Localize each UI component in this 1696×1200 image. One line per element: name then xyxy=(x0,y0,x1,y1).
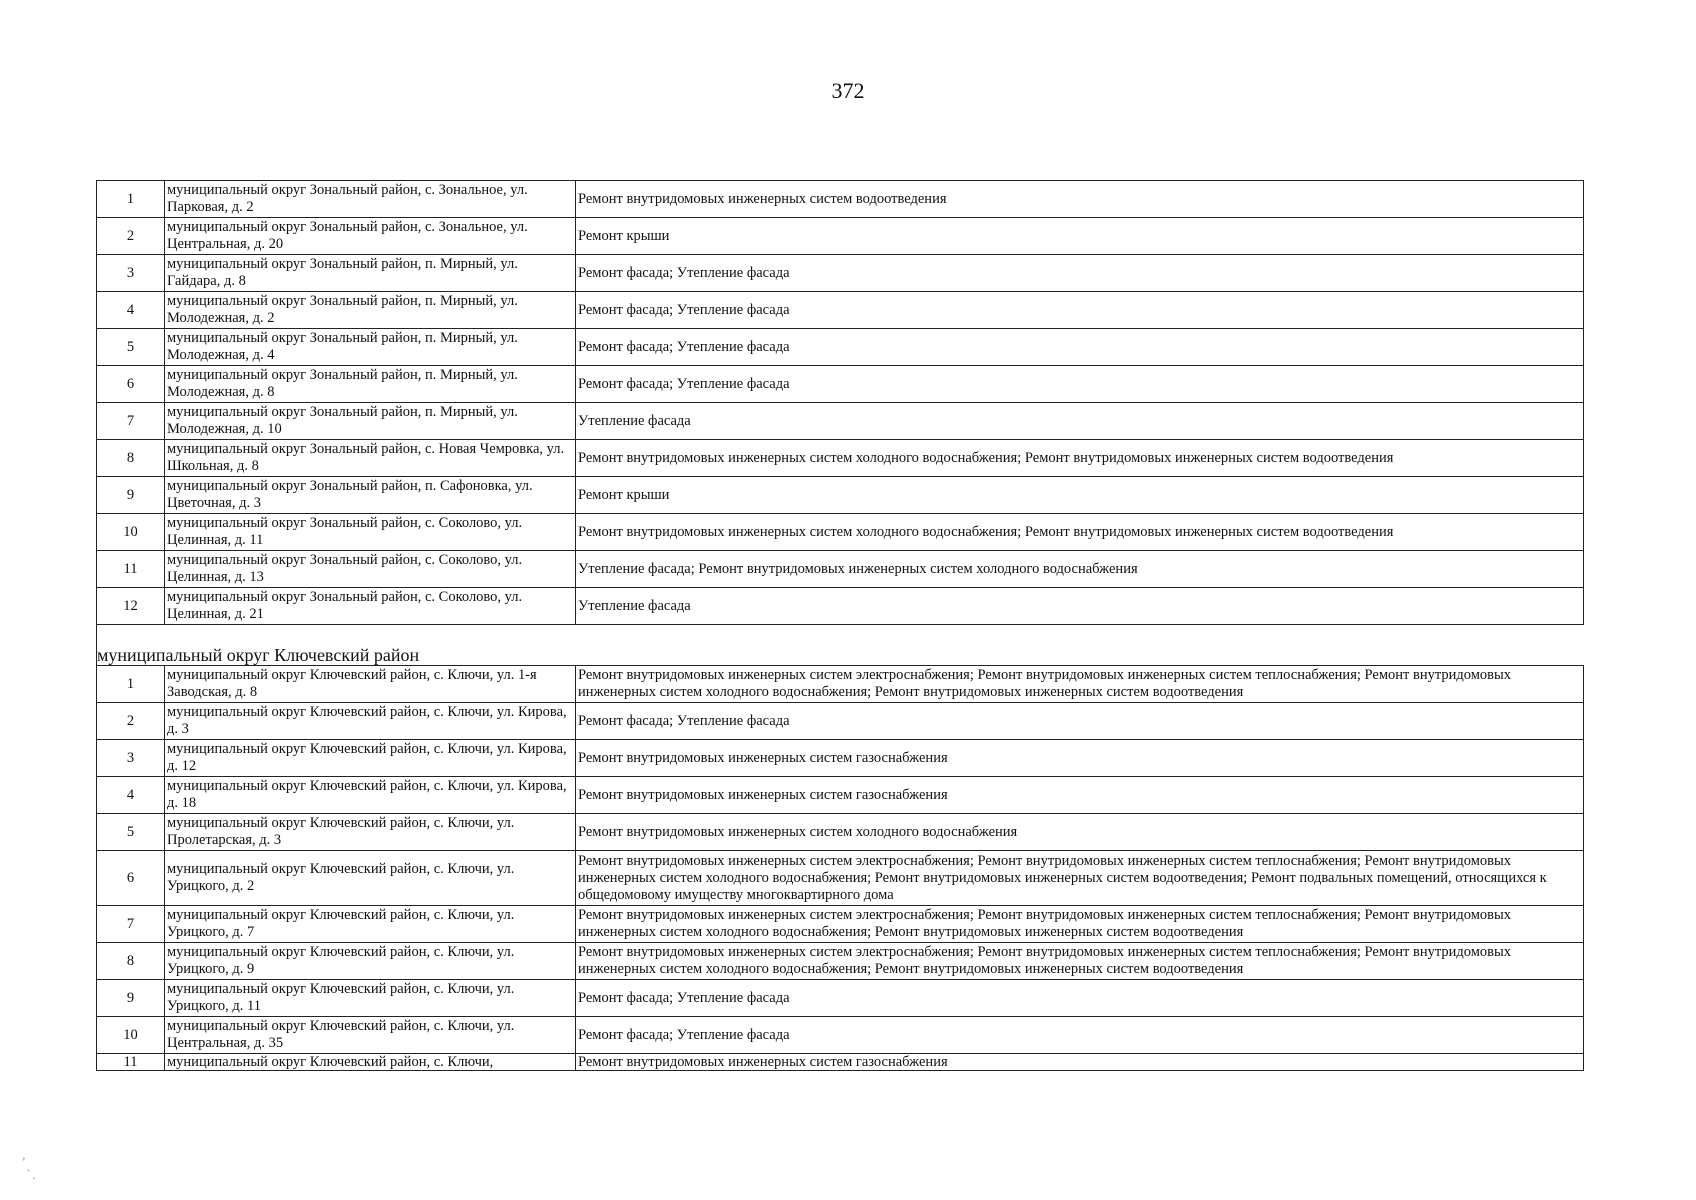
row-address: муниципальный округ Зональный район, п. Сафоновка, ул. Цветочная, д. 3 xyxy=(165,477,576,514)
row-work-types: Ремонт внутридомовых инженерных систем электроснабжения; Ремонт внутридомовых инженерных систем теплоснабжения; Ремонт внутридомовых инженерных систем холодного водоснабжения; Ремонт внутридомовых инженерных систем водоотведения xyxy=(576,943,1584,980)
row-address: муниципальный округ Ключевский район, с. Ключи, ул. Центральная, д. 35 xyxy=(165,1017,576,1054)
row-address: муниципальный округ Ключевский район, с. Ключи, ул. Пролетарская, д. 3 xyxy=(165,814,576,851)
row-work-types: Ремонт фасада; Утепление фасада xyxy=(576,292,1584,329)
table-row xyxy=(97,440,1584,477)
table-row xyxy=(97,477,1584,514)
section-heading-row xyxy=(97,625,1584,666)
row-address: муниципальный округ Зональный район, п. Мирный, ул. Гайдара, д. 8 xyxy=(165,255,576,292)
row-number: 12 xyxy=(97,588,165,625)
table-row xyxy=(97,906,1584,943)
row-address: муниципальный округ Ключевский район, с. Ключи, ул. Урицкого, д. 9 xyxy=(165,943,576,980)
table-row xyxy=(97,1017,1584,1054)
row-work-types: Ремонт внутридомовых инженерных систем холодного водоснабжения xyxy=(576,814,1584,851)
table-row xyxy=(97,218,1584,255)
row-address: муниципальный округ Зональный район, с. Соколово, ул. Целинная, д. 11 xyxy=(165,514,576,551)
row-work-types: Ремонт фасада; Утепление фасада xyxy=(576,255,1584,292)
row-work-types: Ремонт внутридомовых инженерных систем газоснабжения xyxy=(576,740,1584,777)
table-row xyxy=(97,851,1584,906)
row-address: муниципальный округ Зональный район, с. Новая Чемровка, ул. Школьная, д. 8 xyxy=(165,440,576,477)
row-work-types: Ремонт внутридомовых инженерных систем газоснабжения xyxy=(576,1054,1584,1071)
row-work-types: Ремонт фасада; Утепление фасада xyxy=(576,329,1584,366)
row-number: 7 xyxy=(97,403,165,440)
row-work-types: Ремонт крыши xyxy=(576,477,1584,514)
row-number: 10 xyxy=(97,1017,165,1054)
table-row xyxy=(97,588,1584,625)
row-number: 9 xyxy=(97,477,165,514)
row-number: 5 xyxy=(97,329,165,366)
row-work-types: Ремонт внутридомовых инженерных систем электроснабжения; Ремонт внутридомовых инженерных систем теплоснабжения; Ремонт внутридомовых инженерных систем холодного водоснабжения; Ремонт внутридомовых инженерных систем водоотведения xyxy=(576,906,1584,943)
row-number: 8 xyxy=(97,440,165,477)
scan-artifact: , xyxy=(22,1148,26,1162)
row-address: муниципальный округ Ключевский район, с. Ключи, ул. Урицкого, д. 7 xyxy=(165,906,576,943)
row-address: муниципальный округ Зональный район, с. Соколово, ул. Целинная, д. 13 xyxy=(165,551,576,588)
row-work-types: Ремонт фасада; Утепление фасада xyxy=(576,366,1584,403)
row-address: муниципальный округ Зональный район, п. Мирный, ул. Молодежная, д. 2 xyxy=(165,292,576,329)
section-heading: муниципальный округ Ключевский район xyxy=(97,625,1584,666)
table-row xyxy=(97,740,1584,777)
row-address: муниципальный округ Ключевский район, с. Ключи, ул. 1-я Заводская, д. 8 xyxy=(165,666,576,703)
table-row xyxy=(97,255,1584,292)
table-row xyxy=(97,329,1584,366)
row-work-types: Ремонт крыши xyxy=(576,218,1584,255)
row-number: 9 xyxy=(97,980,165,1017)
table-row xyxy=(97,181,1584,218)
row-number: 3 xyxy=(97,255,165,292)
table-row xyxy=(97,980,1584,1017)
table-row xyxy=(97,943,1584,980)
row-number: 6 xyxy=(97,366,165,403)
table-row xyxy=(97,666,1584,703)
table-row xyxy=(97,403,1584,440)
row-work-types: Ремонт внутридомовых инженерных систем водоотведения xyxy=(576,181,1584,218)
row-address: муниципальный округ Зональный район, с. Зональное, ул. Парковая, д. 2 xyxy=(165,181,576,218)
page-number: 372 xyxy=(831,78,865,103)
row-number: 7 xyxy=(97,906,165,943)
row-address: муниципальный округ Ключевский район, с. Ключи, ул. Урицкого, д. 11 xyxy=(165,980,576,1017)
row-address: муниципальный округ Зональный район, п. Мирный, ул. Молодежная, д. 10 xyxy=(165,403,576,440)
row-number: 4 xyxy=(97,292,165,329)
row-address: муниципальный округ Ключевский район, с. Ключи, ул. Кирова, д. 18 xyxy=(165,777,576,814)
row-number: 2 xyxy=(97,218,165,255)
row-number: 11 xyxy=(97,551,165,588)
row-work-types: Ремонт фасада; Утепление фасада xyxy=(576,703,1584,740)
row-address: муниципальный округ Ключевский район, с. Ключи, ул. Кирова, д. 12 xyxy=(165,740,576,777)
row-number: 2 xyxy=(97,703,165,740)
row-number: 1 xyxy=(97,666,165,703)
row-work-types: Утепление фасада; Ремонт внутридомовых инженерных систем холодного водоснабжения xyxy=(576,551,1584,588)
table-row xyxy=(97,814,1584,851)
table-row xyxy=(97,366,1584,403)
row-address: муниципальный округ Зональный район, с. Зональное, ул. Центральная, д. 20 xyxy=(165,218,576,255)
row-number: 4 xyxy=(97,777,165,814)
row-work-types: Ремонт внутридомовых инженерных систем электроснабжения; Ремонт внутридомовых инженерных систем теплоснабжения; Ремонт внутридомовых инженерных систем холодного водоснабжения; Ремонт внутридомовых инженерных систем водоотведения xyxy=(576,666,1584,703)
row-number: 11 xyxy=(97,1054,165,1071)
row-address: муниципальный округ Зональный район, п. Мирный, ул. Молодежная, д. 4 xyxy=(165,329,576,366)
row-number: 6 xyxy=(97,851,165,906)
row-work-types: Утепление фасада xyxy=(576,588,1584,625)
row-work-types: Ремонт внутридомовых инженерных систем электроснабжения; Ремонт внутридомовых инженерных систем теплоснабжения; Ремонт внутридомовых инженерных систем холодного водоснабжения; Ремонт внутридомовых инженерных систем водоотведения; Ремонт подвальных помещений, относящихся к общедомовому имуществу многоквартирного дома xyxy=(576,851,1584,906)
row-address: муниципальный округ Ключевский район, с. Ключи, xyxy=(165,1054,576,1071)
table-row xyxy=(97,514,1584,551)
table-row xyxy=(97,551,1584,588)
table-row xyxy=(97,292,1584,329)
table-row xyxy=(97,1054,1584,1071)
row-address: муниципальный округ Ключевский район, с. Ключи, ул. Кирова, д. 3 xyxy=(165,703,576,740)
row-work-types: Утепление фасада xyxy=(576,403,1584,440)
row-number: 5 xyxy=(97,814,165,851)
row-number: 8 xyxy=(97,943,165,980)
scan-artifact: `. xyxy=(26,1168,36,1182)
row-work-types: Ремонт фасада; Утепление фасада xyxy=(576,980,1584,1017)
table-row xyxy=(97,777,1584,814)
row-address: муниципальный округ Ключевский район, с. Ключи, ул. Урицкого, д. 2 xyxy=(165,851,576,906)
row-address: муниципальный округ Зональный район, с. Соколово, ул. Целинная, д. 21 xyxy=(165,588,576,625)
row-work-types: Ремонт фасада; Утепление фасада xyxy=(576,1017,1584,1054)
row-address: муниципальный округ Зональный район, п. Мирный, ул. Молодежная, д. 8 xyxy=(165,366,576,403)
row-work-types: Ремонт внутридомовых инженерных систем газоснабжения xyxy=(576,777,1584,814)
row-work-types: Ремонт внутридомовых инженерных систем холодного водоснабжения; Ремонт внутридомовых инженерных систем водоотведения xyxy=(576,440,1584,477)
row-work-types: Ремонт внутридомовых инженерных систем холодного водоснабжения; Ремонт внутридомовых инженерных систем водоотведения xyxy=(576,514,1584,551)
row-number: 3 xyxy=(97,740,165,777)
row-number: 1 xyxy=(97,181,165,218)
repair-registry-table xyxy=(96,180,1584,1071)
row-number: 10 xyxy=(97,514,165,551)
table-row xyxy=(97,703,1584,740)
